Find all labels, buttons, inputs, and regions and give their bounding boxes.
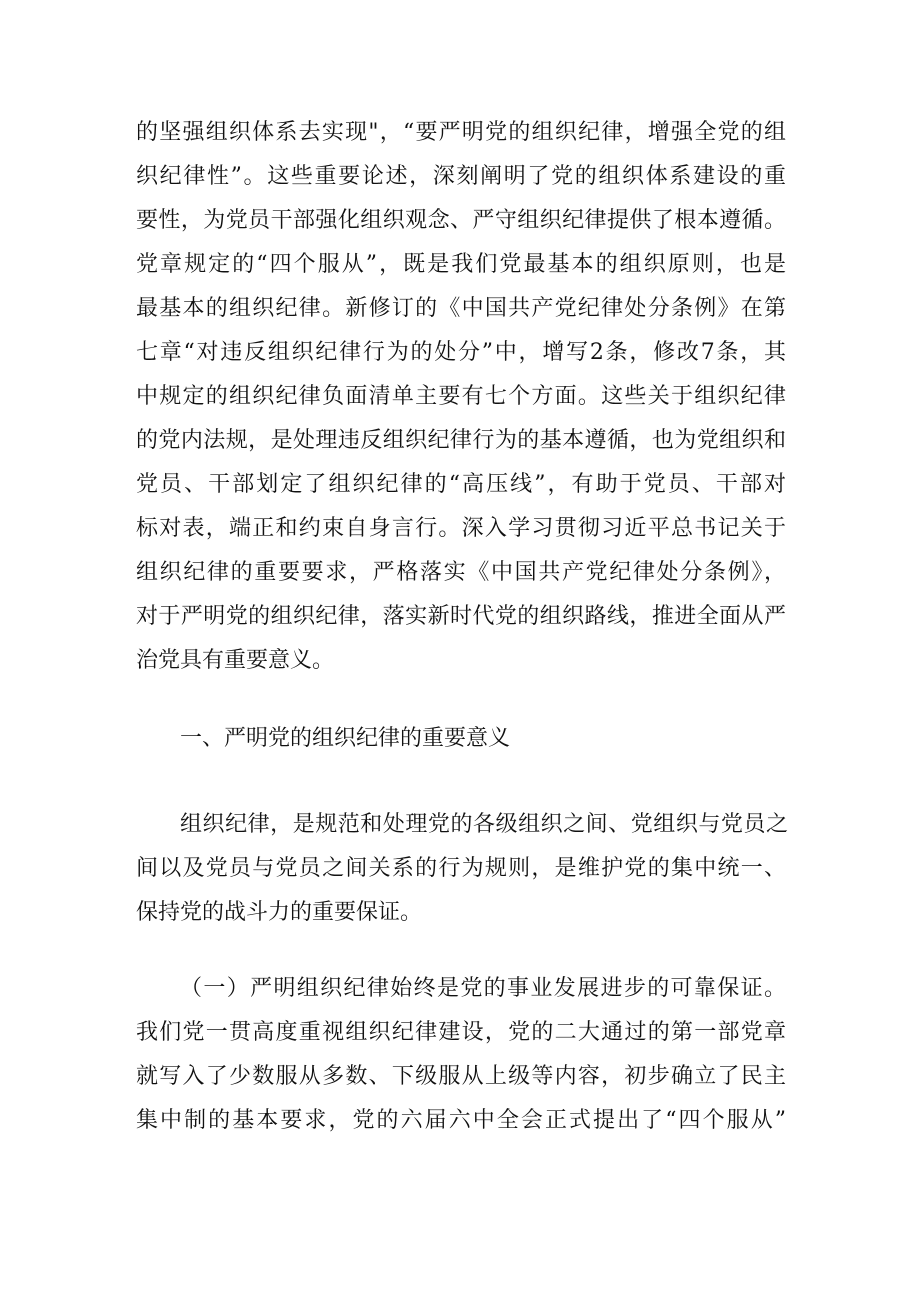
- text-line: 就写入了少数服从多数、下级服从上级等内容，初步确立了民主: [136, 1064, 786, 1089]
- text-line: 对于严明党的组织纪律，落实新时代党的组织路线，推进全面从严: [136, 604, 786, 629]
- text-line: 我们党一贯高度重视组织纪律建设，党的二大通过的第一部党章: [136, 1020, 786, 1045]
- text-line: 标对表，端正和约束自身言行。深入学习贯彻习近平总书记关于: [136, 516, 786, 541]
- text-line: 党员、干部划定了组织纪律的“高压线”，有助于党员、干部对: [136, 472, 786, 497]
- text-line: 组织纪律，是规范和处理党的各级组织之间、党组织与党员之: [180, 812, 788, 837]
- text-line: 七章“对违反组织纪律行为的处分”中，增写2条，修改7条，其: [136, 340, 786, 365]
- text-line: 治党具有重要意义。: [136, 648, 335, 673]
- section-heading: 一、严明党的组织纪律的重要意义: [180, 726, 511, 751]
- text-line: 间以及党员与党员之间关系的行为规则，是维护党的集中统一、: [136, 856, 786, 881]
- text-line: 保持党的战斗力的重要保证。: [136, 900, 423, 925]
- text-line: 组织纪律的重要要求，严格落实《中国共产党纪律处分条例》，: [136, 560, 786, 585]
- text-line: 最基本的组织纪律。新修订的《中国共产党纪律处分条例》在第: [136, 296, 786, 321]
- text-line: 中规定的组织纪律负面清单主要有七个方面。这些关于组织纪律: [136, 384, 786, 409]
- text-line: 的坚强组织体系去实现"，“要严明党的组织纪律，增强全党的组: [136, 120, 786, 145]
- text-line: 要性，为党员干部强化组织观念、严守组织纪律提供了根本遵循。: [136, 208, 786, 233]
- subsection-heading-line: （一）严明组织纪律始终是党的事业发展进步的可靠保证。: [180, 976, 786, 1001]
- text-line: 的党内法规，是处理违反组织纪律行为的基本遵循，也为党组织和: [136, 428, 786, 453]
- text-line: 集中制的基本要求，党的六届六中全会正式提出了“四个服从”: [136, 1108, 786, 1133]
- text-line: 织纪律性”。这些重要论述，深刻阐明了党的组织体系建设的重: [136, 164, 786, 189]
- text-line: 党章规定的“四个服从”，既是我们党最基本的组织原则，也是: [136, 252, 786, 277]
